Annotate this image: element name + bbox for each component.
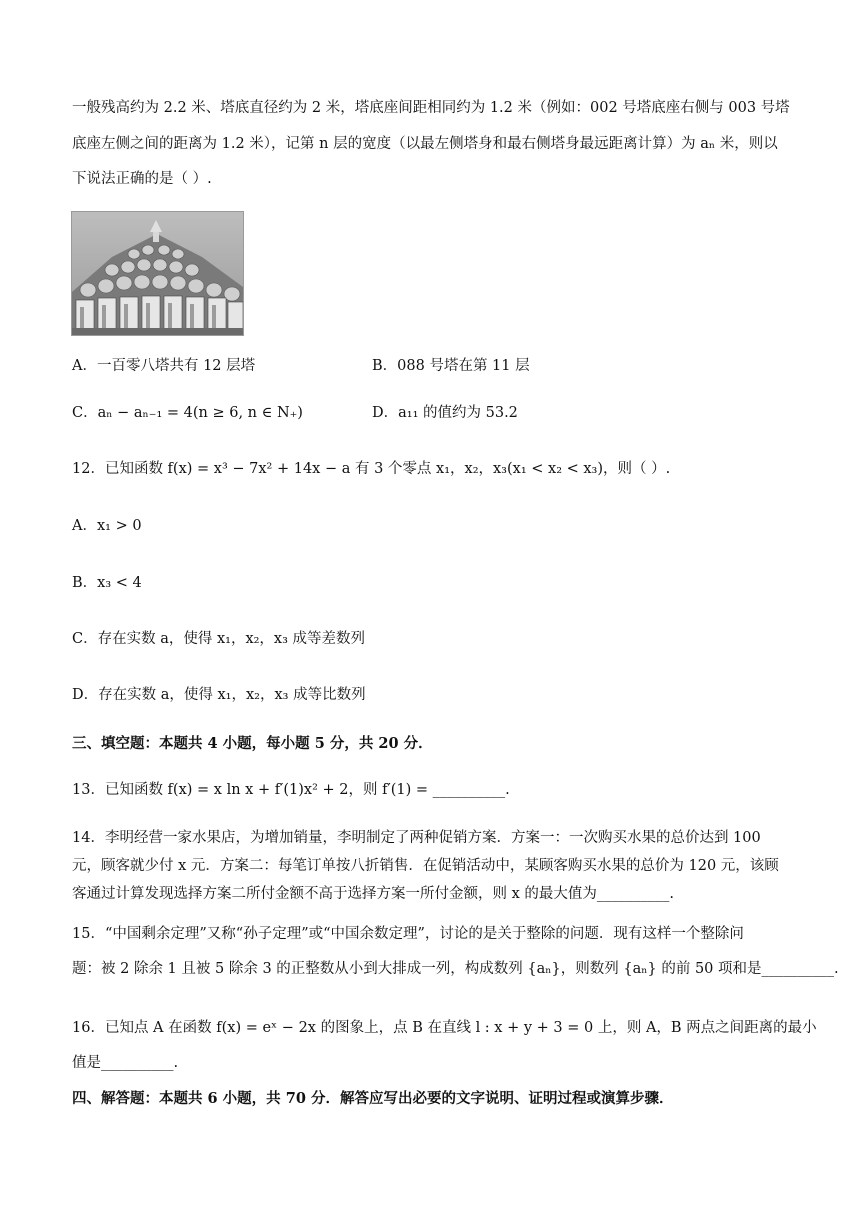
q11-option-a: A．一百零八塔共有 12 层塔 xyxy=(72,358,256,374)
q11-intro-line2: 底座左侧之间的距离为 1.2 米），记第 n 层的宽度（以最左侧塔身和最右侧塔身最远距离计算）为 aₙ 米，则以 xyxy=(72,136,778,152)
q12-option-a: A．x₁ > 0 xyxy=(72,518,142,534)
q12-option-d: D．存在实数 a，使得 x₁，x₂，x₃ 成等比数列 xyxy=(72,687,366,703)
q11-intro-line1: 一般残高约为 2.2 米、塔底直径约为 2 米，塔底座间距相同约为 1.2 米（例如：002 号塔底座右侧与 003 号塔 xyxy=(72,100,790,116)
q11-option-b: B．088 号塔在第 11 层 xyxy=(372,358,530,374)
pagoda-photo-art xyxy=(72,212,243,335)
pagoda-photo xyxy=(71,211,244,336)
section3-title: 三、填空题：本题共 4 小题，每小题 5 分，共 20 分． xyxy=(72,735,433,752)
q11-option-d: D．a₁₁ 的值约为 53.2 xyxy=(372,405,518,421)
q14-line1: 14．李明经营一家水果店，为增加销量，李明制定了两种促销方案．方案一：一次购买水果的总价达到 100 xyxy=(72,830,761,846)
q16-line1: 16．已知点 A 在函数 f(x) = eˣ − 2x 的图象上，点 B 在直线 l : x + y + 3 = 0 上，则 A，B 两点之间距离的最小 xyxy=(72,1020,817,1036)
q11-option-c: C．aₙ − aₙ₋₁ = 4(n ≥ 6, n ∈ N₊) xyxy=(72,405,303,421)
q14-line3: 客通过计算发现选择方案二所付金额不高于选择方案一所付金额，则 x 的最大值为__________. xyxy=(72,886,675,902)
q12-stem: 12．已知函数 f(x) = x³ − 7x² + 14x − a 有 3 个零点 x₁，x₂，x₃(x₁ < x₂ < x₃)，则（ ）. xyxy=(72,461,671,477)
q14-line2: 元，顾客就少付 x 元．方案二：每笔订单按八折销售．在促销活动中，某顾客购买水果的总价为 120 元，该顾 xyxy=(72,858,779,874)
q15-line1: 15．“中国剩余定理”又称“孙子定理”或“中国余数定理”，讨论的是关于整除的问题．现有这样一个整除问 xyxy=(72,926,744,942)
q13-text: 13．已知函数 f(x) = x ln x + f′(1)x² + 2，则 f′(1) = __________. xyxy=(72,782,510,798)
q11-intro-line3: 下说法正确的是（ ）. xyxy=(72,171,212,187)
q15-line2: 题：被 2 除余 1 且被 5 除余 3 的正整数从小到大排成一列，构成数列 {aₙ}，则数列 {aₙ} 的前 50 项和是__________. xyxy=(72,961,839,977)
q16-line2: 值是__________. xyxy=(72,1055,179,1071)
section4-title: 四、解答题：本题共 6 小题，共 70 分．解答应写出必要的文字说明、证明过程或演算步骤． xyxy=(72,1090,674,1107)
q12-option-b: B．x₃ < 4 xyxy=(72,575,142,591)
q12-option-c: C．存在实数 a，使得 x₁，x₂，x₃ 成等差数列 xyxy=(72,631,366,647)
